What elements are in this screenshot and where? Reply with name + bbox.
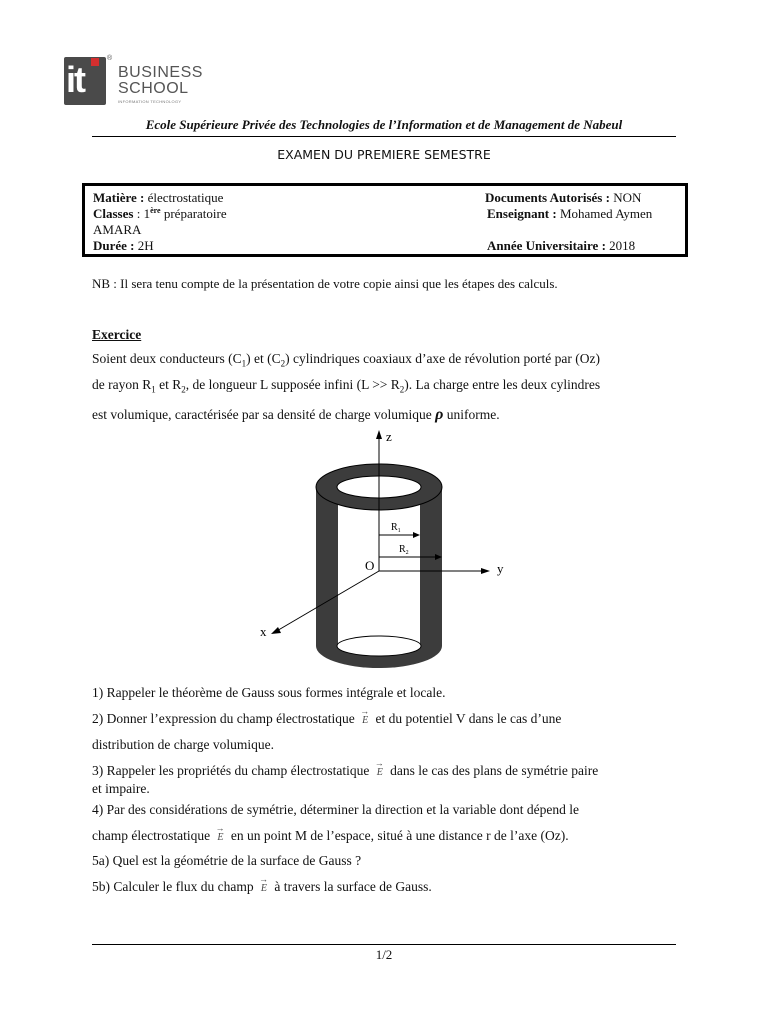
question-3-line-1: 3) Rappeler les propriétés du champ électrostatique → E dans le cas des plans de symétrie paire [92,763,598,779]
annee-line: Année Universitaire : 2018 [487,238,636,253]
logo-dot [91,58,99,66]
enseignant-line: Enseignant : Mohamed Aymen [487,206,653,221]
e-vector-symbol: → E [373,767,387,778]
logo-line-school: SCHOOL [118,80,189,97]
x-axis-label: x [260,624,267,639]
documents-line: Documents Autorisés : NON [485,190,642,205]
question-2-line-2: distribution de charge volumique. [92,737,274,752]
exam-info-box [82,183,688,257]
r1-label: $R_1$ [391,522,401,534]
header-rule [92,136,676,137]
footer-rule [92,944,676,945]
question-2-line-1: 2) Donner l’expression du champ électrostatique → E et du potentiel V dans le cas d’une [92,711,561,727]
question-3-line-2: et impaire. [92,781,150,796]
y-axis-arrowhead [481,568,490,574]
x-axis-arrowhead [271,627,281,634]
question-5a: 5a) Quel est la géométrie de la surface de Gauss ? [92,853,362,868]
e-vector-symbol: → E [257,883,271,894]
classes-line: Classes : 1ère préparatoire [93,206,227,221]
exercise-line-3: est volumique, caractérisée par sa densité de charge volumique ρ uniforme. [92,406,500,423]
page-number: 1/2 [375,947,393,962]
coaxial-cylinders-figure [250,425,530,675]
question-4-line-1: 4) Par des considérations de symétrie, déterminer la direction et la variable dont dépend le [92,802,579,817]
nb-note: NB : Il sera tenu compte de la présentation de votre copie ainsi que les étapes des calculs. [92,276,558,291]
logo-line-tagline: INFORMATION TECHNOLOGY [118,99,182,104]
question-1: 1) Rappeler le théorème de Gauss sous formes intégrale et locale. [92,685,446,700]
r2-label: $R_2$ [399,544,409,556]
matiere-line: Matière : électrostatique [93,190,224,205]
e-vector-symbol: → E [213,832,227,843]
z-axis-label: z [386,429,392,444]
logo-mark: it [66,59,84,100]
origin-label: O [365,558,375,573]
exercise-title: Exercice [92,327,142,342]
logo-registered: ® [107,55,113,62]
y-axis-label: y [497,561,504,576]
exam-title: EXAMEN DU PREMIERE SEMESTRE [277,147,491,162]
bottom-inner-ellipse [337,636,421,656]
z-axis-arrowhead [376,430,382,439]
exercise-line-1: Soient deux conducteurs $(C_1)$ et $(C_2)$ cylindriques coaxiaux d’axe de révolution porté par (Oz) [92,351,600,369]
exercise-line-2: de rayon $R_1$ et $R_2$, de longueur L supposée infini $(L >> R_2)$. La charge entre les deux cylindres [92,377,601,395]
school-name: Ecole Supérieure Privée des Technologies de l’Information et de Management de Nabeul [145,117,623,132]
question-5b: 5b) Calculer le flux du champ → E à travers la surface de Gauss. [92,879,432,895]
logo-line-business: BUSINESS [118,64,203,81]
e-vector-symbol: → E [358,715,372,726]
duree-line: Durée : 2H [93,238,154,253]
question-4-line-2: champ électrostatique → E en un point M de l’espace, situé à une distance r de l’axe (Oz). [92,828,569,844]
enseignant-continuation: AMARA [93,222,142,237]
